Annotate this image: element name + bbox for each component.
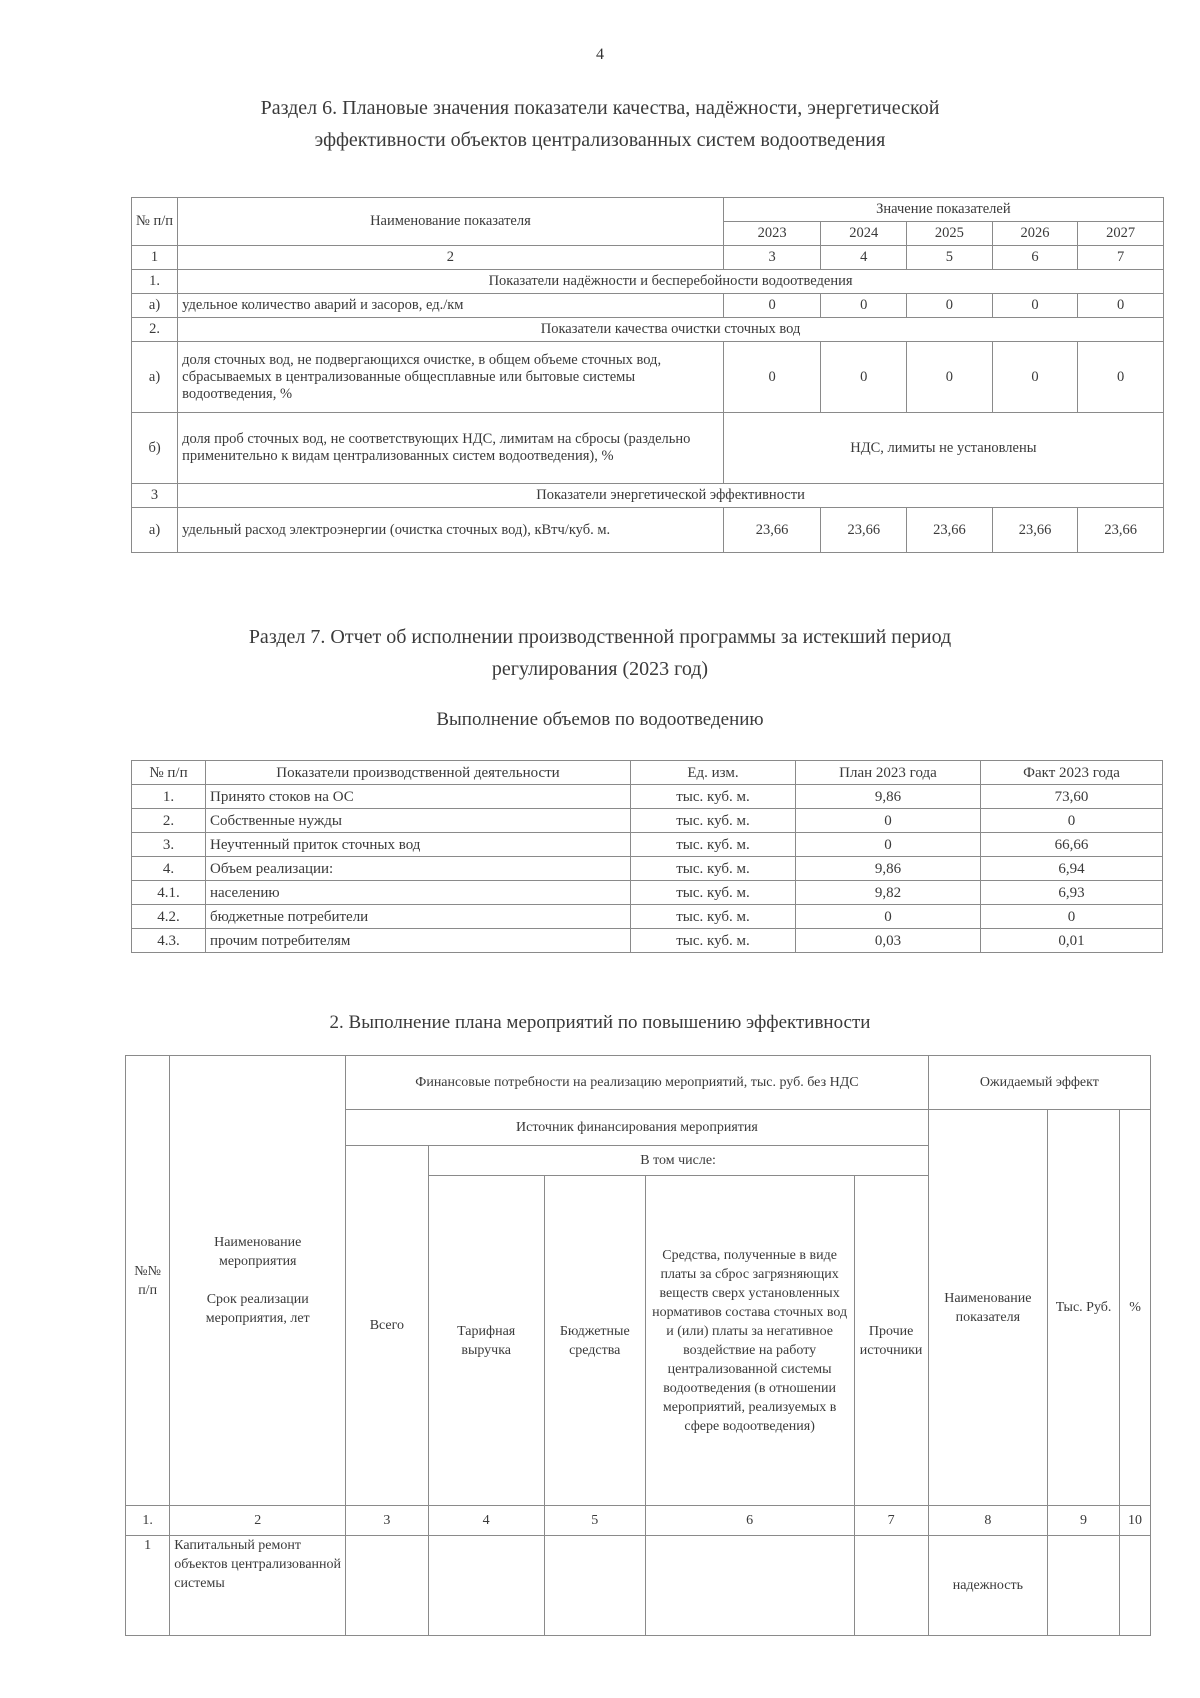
unit: тыс. куб. м. (631, 881, 796, 905)
quality-indicators-table (131, 197, 1164, 553)
table-row (132, 785, 1163, 809)
fact-value: 0,01 (981, 929, 1163, 953)
value-cell: 0 (821, 294, 907, 318)
effect-group-header: Ожидаемый эффект (928, 1056, 1150, 1110)
plan-value: 0 (796, 905, 981, 929)
year-header: 2025 (907, 222, 993, 246)
row-num: а) (132, 508, 178, 553)
section7-subtitle: Выполнение объемов по водоотведению (436, 709, 764, 730)
unit: тыс. куб. м. (631, 833, 796, 857)
index-row (132, 246, 1164, 270)
column-header: План 2023 года (796, 761, 981, 785)
value-cell: 23,66 (907, 508, 993, 553)
merged-value-cell: НДС, лимиты не установлены (723, 413, 1163, 484)
col-name-header: Наименование показателя (178, 198, 724, 246)
plan-value: 9,82 (796, 881, 981, 905)
percent-cell (1120, 1536, 1151, 1636)
group-row (132, 318, 1164, 342)
row-num: 1. (132, 785, 206, 809)
year-header: 2023 (723, 222, 821, 246)
row-name: Капитальный ремонт объектов централизованной системы (170, 1536, 346, 1636)
index-cell: 7 (1078, 246, 1164, 270)
finance-group-header: Финансовые потребности на реализацию мероприятий, тыс. руб. без НДС (346, 1056, 928, 1110)
index-cell: 5 (907, 246, 993, 270)
page-number: 4 (596, 46, 604, 63)
value-cell: 0 (821, 342, 907, 413)
indicator-name: бюджетные потребители (206, 905, 631, 929)
row-num: 4.2. (132, 905, 206, 929)
unit: тыс. куб. м. (631, 929, 796, 953)
indicator-cell: надежность (928, 1536, 1047, 1636)
index-cell: 1 (132, 246, 178, 270)
year-header: 2024 (821, 222, 907, 246)
section7-title: Раздел 7. Отчет об исполнении производственной программы за истекший период регулирования (2023 год) (248, 626, 952, 680)
table-row (132, 929, 1163, 953)
group-title: Показатели надёжности и бесперебойности водоотведения (178, 270, 1164, 294)
row-num: а) (132, 294, 178, 318)
col-num-header: №№ п/п (126, 1056, 170, 1506)
plan-value: 0 (796, 809, 981, 833)
index-cell: 6 (992, 246, 1078, 270)
plan-value: 0 (796, 833, 981, 857)
value-cell: 0 (907, 294, 993, 318)
group-title: Показатели энергетической эффективности (178, 484, 1164, 508)
index-cell: 1. (126, 1506, 170, 1536)
volumes-table (131, 760, 1163, 953)
table-row (132, 294, 1164, 318)
value-cell: 23,66 (992, 508, 1078, 553)
index-cell: 4 (428, 1506, 544, 1536)
plan-value: 9,86 (796, 857, 981, 881)
index-cell: 2 (170, 1506, 346, 1536)
row-num: 3. (132, 833, 206, 857)
value-cell: 23,66 (1078, 508, 1164, 553)
index-cell: 3 (346, 1506, 428, 1536)
unit: тыс. куб. м. (631, 857, 796, 881)
unit: тыс. куб. м. (631, 809, 796, 833)
value-cell: 0 (723, 294, 821, 318)
value-cell: 23,66 (723, 508, 821, 553)
values-group-header: Значение показателей (723, 198, 1163, 222)
value-cell: 0 (992, 294, 1078, 318)
group-title: Показатели качества очистки сточных вод (178, 318, 1164, 342)
row-name: удельное количество аварий и засоров, ед./км (178, 294, 724, 318)
plan-value: 9,86 (796, 785, 981, 809)
row-num: 1 (126, 1536, 170, 1636)
table-row (132, 342, 1164, 413)
other-cell (854, 1536, 928, 1636)
row-num: а) (132, 342, 178, 413)
value-cell: 0 (1078, 294, 1164, 318)
budget-header: Бюджетные средства (544, 1176, 645, 1506)
column-header: Факт 2023 года (981, 761, 1163, 785)
table-row (126, 1536, 1151, 1636)
indicator-name-header: Наименование показателя (928, 1110, 1047, 1506)
group-num: 3 (132, 484, 178, 508)
column-header: Показатели производственной деятельности (206, 761, 631, 785)
row-num: 4.3. (132, 929, 206, 953)
other-sources-header: Прочие источники (854, 1176, 928, 1506)
unit: тыс. куб. м. (631, 905, 796, 929)
fact-value: 0 (981, 809, 1163, 833)
percent-header: % (1120, 1110, 1151, 1506)
indicator-name: Объем реализации: (206, 857, 631, 881)
row-name: доля проб сточных вод, не соответствующих НДС, лимитам на сбросы (раздельно применительно к видам централизованных систем водоотведения), % (178, 413, 724, 484)
row-name: удельный расход электроэнергии (очистка сточных вод), кВтч/куб. м. (178, 508, 724, 553)
efficiency-section-title: 2. Выполнение плана мероприятий по повышению эффективности (329, 1012, 871, 1033)
index-cell: 9 (1048, 1506, 1120, 1536)
tariff-header: Тарифная выручка (428, 1176, 544, 1506)
tariff-cell (428, 1536, 544, 1636)
total-header: Всего (346, 1146, 428, 1506)
table-row (132, 809, 1163, 833)
index-row (126, 1506, 1151, 1536)
including-header: В том числе: (428, 1146, 928, 1176)
indicator-name: Неучтенный приток сточных вод (206, 833, 631, 857)
index-cell: 10 (1120, 1506, 1151, 1536)
thousand-rub-cell (1048, 1536, 1120, 1636)
column-header: Ед. изм. (631, 761, 796, 785)
table-row (132, 857, 1163, 881)
index-cell: 4 (821, 246, 907, 270)
indicator-name: населению (206, 881, 631, 905)
efficiency-measures-table (125, 1055, 1151, 1636)
value-cell: 0 (1078, 342, 1164, 413)
table-row (132, 881, 1163, 905)
index-cell: 6 (645, 1506, 854, 1536)
fact-value: 6,94 (981, 857, 1163, 881)
indicator-name: прочим потребителям (206, 929, 631, 953)
group-num: 1. (132, 270, 178, 294)
row-num: 4. (132, 857, 206, 881)
fees-header: Средства, полученные в виде платы за сброс загрязняющих веществ сверх установленных нормативов состава сточных вод и (или) платы за негативное воздействие на работу централизованной системы водоотведения (в отношении мероприятий, реализуемых в сфере водоотведения) (645, 1176, 854, 1506)
section6-title: Раздел 6. Плановые значения показатели качества, надёжности, энергетической эффективности объектов централизованных систем водоотведения (260, 97, 940, 151)
fact-value: 73,60 (981, 785, 1163, 809)
total-cell (346, 1536, 428, 1636)
column-header: № п/п (132, 761, 206, 785)
group-row (132, 484, 1164, 508)
index-cell: 2 (178, 246, 724, 270)
fees-cell (645, 1536, 854, 1636)
unit: тыс. куб. м. (631, 785, 796, 809)
row-num: 4.1. (132, 881, 206, 905)
index-cell: 8 (928, 1506, 1047, 1536)
col-name-header: Наименование мероприятия Срок реализации мероприятия, лет (170, 1056, 346, 1506)
year-header: 2027 (1078, 222, 1164, 246)
budget-cell (544, 1536, 645, 1636)
col-num-header: № п/п (132, 198, 178, 246)
indicator-name: Собственные нужды (206, 809, 631, 833)
value-cell: 0 (723, 342, 821, 413)
plan-value: 0,03 (796, 929, 981, 953)
row-name: доля сточных вод, не подвергающихся очистке, в общем объеме сточных вод, сбрасываемых в централизованные общесплавные или бытовые системы водоотведения, % (178, 342, 724, 413)
table-row (132, 508, 1164, 553)
index-cell: 7 (854, 1506, 928, 1536)
index-cell: 3 (723, 246, 821, 270)
table-row (132, 905, 1163, 929)
indicator-name: Принято стоков на ОС (206, 785, 631, 809)
table-row (132, 833, 1163, 857)
table-row (132, 413, 1164, 484)
thousand-rub-header: Тыс. Руб. (1048, 1110, 1120, 1506)
fact-value: 0 (981, 905, 1163, 929)
row-num: б) (132, 413, 178, 484)
value-cell: 0 (907, 342, 993, 413)
group-num: 2. (132, 318, 178, 342)
index-cell: 5 (544, 1506, 645, 1536)
source-group-header: Источник финансирования мероприятия (346, 1110, 928, 1146)
fact-value: 6,93 (981, 881, 1163, 905)
value-cell: 23,66 (821, 508, 907, 553)
year-header: 2026 (992, 222, 1078, 246)
fact-value: 66,66 (981, 833, 1163, 857)
value-cell: 0 (992, 342, 1078, 413)
row-num: 2. (132, 809, 206, 833)
group-row (132, 270, 1164, 294)
